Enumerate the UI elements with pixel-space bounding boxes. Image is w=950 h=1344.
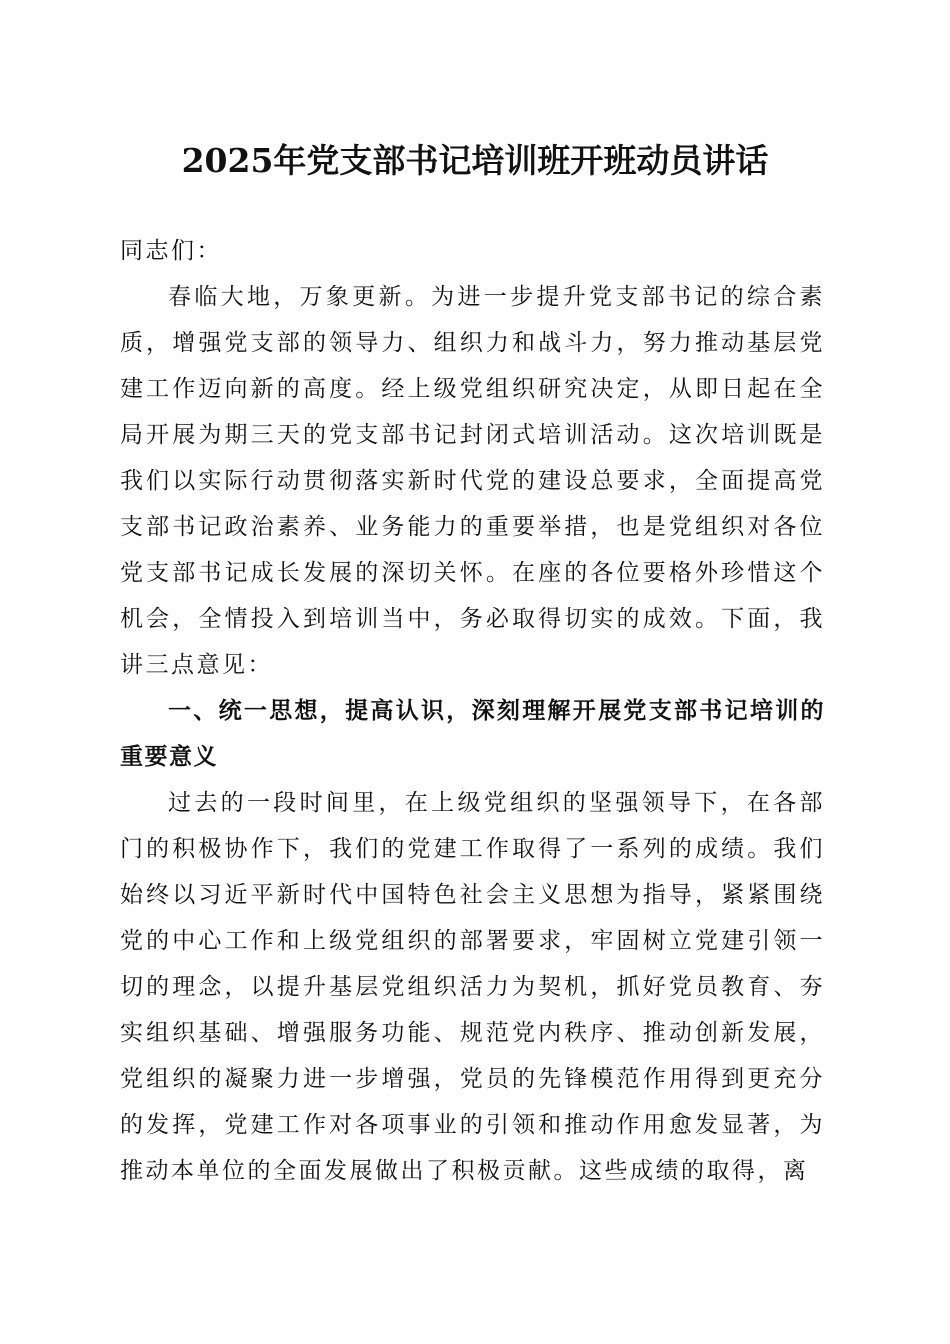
paragraph-section-1: 过去的一段时间里，在上级党组织的坚强领导下，在各部门的积极协作下，我们的党建工作取得了一系列的成绩。我们始终以习近平新时代中国特色社会主义思想为指导，紧紧围绕党的中心工作和上级党组织的部署要求，牢固树立党建引领一切的理念，以提升基层党组织活力为契机，抓好党员教育、夯实组织基础、增强服务功能、规范党内秩序、推动创新发展，党组织的凝聚力进一步增强，党员的先锋模范作用得到更充分的发挥，党建工作对各项事业的引领和推动作用愈发显著，为推动本单位的全面发展做出了积极贡献。这些成绩的取得，离: [120, 790, 825, 1184]
section-heading-1: 一、统一思想，提高认识，深刻理解开展党支部书记培训的重要意义: [120, 698, 825, 770]
paragraph-intro: 春临大地，万象更新。为进一步提升党支部书记的综合素质，增强党支部的领导力、组织力和战斗力，努力推动基层党建工作迈向新的高度。经上级党组织研究决定，从即日起在全局开展为期三天的党支部书记封闭式培训活动。这次培训既是我们以实际行动贯彻落实新时代党的建设总要求，全面提高党支部书记政治素养、业务能力的重要举措，也是党组织对各位党支部书记成长发展的深切关怀。在座的各位要格外珍惜这个机会，全情投入到培训当中，务必取得切实的成效。下面，我讲三点意见：: [120, 284, 825, 678]
document-title: 2025年党支部书记培训班开班动员讲话: [181, 141, 769, 180]
salutation: 同志们：: [120, 238, 222, 264]
document-body: [120, 228, 825, 1194]
